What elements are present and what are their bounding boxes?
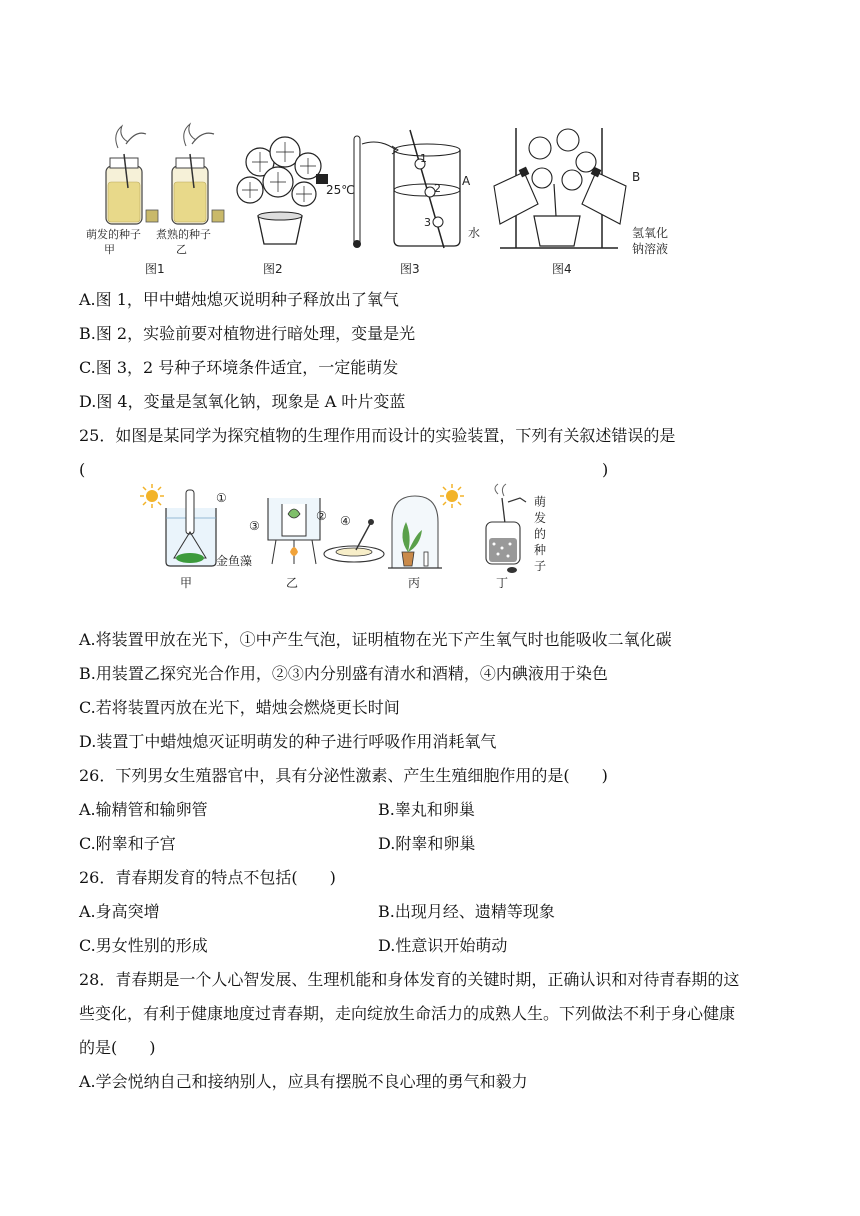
fig4-caption: 图4 — [552, 262, 572, 276]
q25-device-yi — [264, 490, 324, 570]
q25-label-bing: 丙 — [408, 576, 421, 590]
q25-option-b: B.用装置乙探究光合作用，②③内分别盛有清水和酒精，④内碘液用于染色 — [79, 664, 608, 683]
q28-stem-line2: 些变化，有利于健康地度过青春期，走向绽放生命活力的成熟人生。下列做法不利于身心健康 — [79, 1004, 736, 1023]
fig4-label-water: 水 — [468, 226, 481, 240]
fig4-plant-flasks-illustration — [480, 124, 620, 254]
q25-label-yi: 乙 — [286, 576, 299, 590]
fig4-label-naoh-line2: 钠溶液 — [632, 242, 669, 256]
fig1-label-germinated-seeds: 萌发的种子 — [86, 228, 141, 241]
fig3-temperature: 25℃ — [326, 183, 355, 197]
fig3-seed-1: 1 — [420, 152, 427, 165]
q26a-option-c: C.附睾和子宫 — [79, 834, 176, 853]
q25-device-bing — [388, 492, 442, 574]
q26a-option-a: A.输精管和输卵管 — [79, 800, 208, 819]
fig2-caption: 图2 — [263, 262, 283, 276]
q24-option-d: D.图 4，变量是氢氧化钠，现象是 A 叶片变蓝 — [79, 392, 406, 411]
q26b-option-b: B.出现月经、遗精等现象 — [378, 902, 555, 921]
q26a-option-d: D.附睾和卵巢 — [378, 834, 476, 853]
q26b-option-c: C.男女性别的形成 — [79, 936, 208, 955]
fig3-seed-2: 2 — [434, 182, 441, 195]
q25-option-d: D.装置丁中蜡烛熄灭证明萌发的种子进行呼吸作用消耗氧气 — [79, 732, 497, 751]
q24-option-c: C.图 3，2 号种子环境条件适宜，一定能萌发 — [79, 358, 399, 377]
fig4-label-a: A — [462, 174, 471, 188]
fig3-beaker-illustration — [350, 130, 470, 250]
q28-stem-line1: 28．青春期是一个人心智发展、生理机能和身体发育的关键时期，正确认识和对待青春期的这 — [79, 970, 740, 989]
q25-label-ding: 丁 — [496, 576, 509, 590]
fig4-label-b: B — [632, 170, 641, 184]
q25-label-jia: 甲 — [180, 576, 193, 590]
q26b-option-a: A.身高突增 — [79, 902, 160, 921]
fig1-caption: 图1 — [145, 262, 165, 276]
q26b-stem: 26．青春期发育的特点不包括( ) — [79, 868, 336, 887]
sun-icon — [440, 484, 464, 508]
q28-stem-line3: 的是( ) — [79, 1038, 156, 1057]
q25-marker-1: ① — [216, 491, 227, 505]
fig4-label-naoh-line1: 氢氧化 — [632, 226, 669, 240]
fig3-caption: 图3 — [400, 262, 420, 276]
q26a-stem: 26．下列男女生殖器官中，具有分泌性激素、产生生殖细胞作用的是( ) — [79, 766, 608, 785]
q26b-option-d: D.性意识开始萌动 — [378, 936, 508, 955]
q25-option-a: A.将装置甲放在光下，①中产生气泡，证明植物在光下产生氧气时也能吸收二氧化碳 — [79, 630, 672, 649]
q25-marker-3: ③ — [249, 519, 260, 533]
q24-option-a: A.图 1，甲中蜡烛熄灭说明种子释放出了氧气 — [79, 290, 399, 309]
q25-option-c: C.若将装置丙放在光下，蜡烛会燃烧更长时间 — [79, 698, 400, 717]
q25-paren-open: ( — [79, 460, 86, 479]
fig2-plant-illustration — [230, 132, 330, 252]
q28-option-a: A.学会悦纳自己和接纳别人，应具有摆脱不良心理的勇气和毅力 — [79, 1072, 528, 1091]
q25-label-alga: 金鱼藻 — [216, 554, 253, 568]
q25-marker-4: ④ — [340, 514, 351, 528]
sun-icon — [140, 484, 164, 508]
fig1-label-boiled-seeds: 煮熟的种子 — [156, 228, 211, 241]
fig1-label-jia: 甲 — [104, 243, 115, 256]
q25-stem: 25．如图是某同学为探究植物的生理作用而设计的实验装置，下列有关叙述错误的是 — [79, 426, 676, 445]
q25-device-jia — [162, 488, 222, 568]
q25-device-ding — [480, 488, 530, 572]
q25-paren-close: ) — [602, 460, 609, 479]
q25-label-ding-desc: 萌 发 的 种 子 — [534, 495, 547, 573]
q26a-option-b: B.睾丸和卵巢 — [378, 800, 475, 819]
q25-marker-2: ② — [316, 509, 327, 523]
q25-dish — [320, 516, 390, 566]
fig3-seed-3: 3 — [424, 216, 431, 229]
fig1-label-yi: 乙 — [176, 243, 187, 256]
q24-option-b: B.图 2，实验前要对植物进行暗处理，变量是光 — [79, 324, 416, 343]
